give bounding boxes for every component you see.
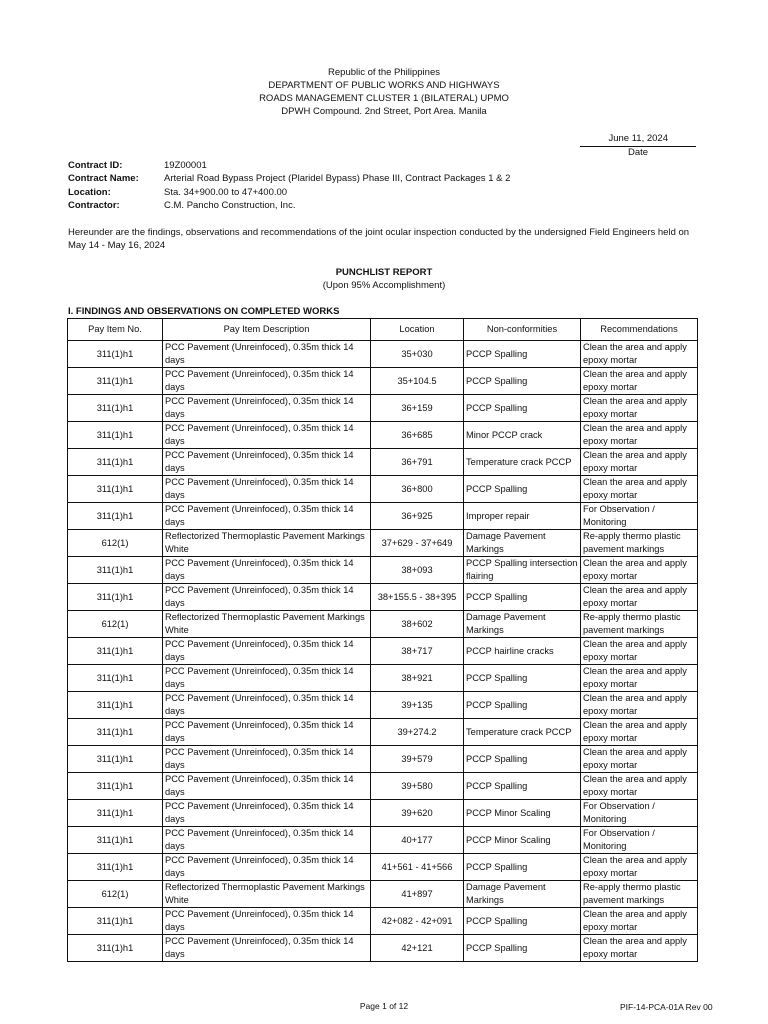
cell-location: 38+921 bbox=[371, 665, 464, 692]
cell-location: 41+561 - 41+566 bbox=[371, 854, 464, 881]
cell-description: PCC Pavement (Unreinfoced), 0.35m thick 14 days bbox=[163, 773, 371, 800]
cell-pay-item-no: 311(1)h1 bbox=[68, 503, 163, 530]
contract-info bbox=[68, 159, 510, 212]
cell-recommendation: For Observation / Monitoring bbox=[581, 827, 698, 854]
cell-pay-item-no: 311(1)h1 bbox=[68, 719, 163, 746]
cell-recommendation: Clean the area and apply epoxy mortar bbox=[581, 692, 698, 719]
cell-recommendation: Clean the area and apply epoxy mortar bbox=[581, 557, 698, 584]
cell-description: PCC Pavement (Unreinfoced), 0.35m thick 14 days bbox=[163, 368, 371, 395]
cell-description: PCC Pavement (Unreinfoced), 0.35m thick 14 days bbox=[163, 800, 371, 827]
cell-pay-item-no: 311(1)h1 bbox=[68, 422, 163, 449]
contractor-value: C.M. Pancho Construction, Inc. bbox=[164, 199, 296, 211]
cell-recommendation: Clean the area and apply epoxy mortar bbox=[581, 746, 698, 773]
cell-recommendation: Clean the area and apply epoxy mortar bbox=[581, 584, 698, 611]
cell-location: 41+897 bbox=[371, 881, 464, 908]
cell-non-conformity: Improper repair bbox=[464, 503, 581, 530]
contract-id-row bbox=[68, 159, 510, 172]
col-pay-item-no: Pay Item No. bbox=[68, 319, 163, 341]
cell-location: 38+155.5 - 38+395 bbox=[371, 584, 464, 611]
header-country: Republic of the Philippines bbox=[328, 67, 440, 78]
table-header bbox=[68, 319, 698, 341]
cell-non-conformity: PCCP Spalling bbox=[464, 692, 581, 719]
cell-non-conformity: PCCP Spalling bbox=[464, 341, 581, 368]
cell-pay-item-no: 311(1)h1 bbox=[68, 692, 163, 719]
cell-location: 39+620 bbox=[371, 800, 464, 827]
contract-name-label: Contract Name: bbox=[68, 173, 139, 185]
form-code: PIF-14-PCA-01A Rev 00 bbox=[620, 1002, 713, 1012]
cell-description: Reflectorized Thermoplastic Pavement Markings White bbox=[163, 881, 371, 908]
table-row bbox=[68, 584, 698, 611]
page-number: Page 1 of 12 bbox=[359, 1001, 409, 1011]
cell-location: 38+717 bbox=[371, 638, 464, 665]
table-row bbox=[68, 422, 698, 449]
cell-description: PCC Pavement (Unreinfoced), 0.35m thick 14 days bbox=[163, 476, 371, 503]
table-row bbox=[68, 692, 698, 719]
cell-recommendation: Clean the area and apply epoxy mortar bbox=[581, 854, 698, 881]
cell-recommendation: Clean the area and apply epoxy mortar bbox=[581, 773, 698, 800]
cell-non-conformity: PCCP Spalling bbox=[464, 773, 581, 800]
cell-location: 36+925 bbox=[371, 503, 464, 530]
cell-pay-item-no: 311(1)h1 bbox=[68, 935, 163, 962]
cell-pay-item-no: 311(1)h1 bbox=[68, 746, 163, 773]
cell-recommendation: For Observation / Monitoring bbox=[581, 503, 698, 530]
cell-description: PCC Pavement (Unreinfoced), 0.35m thick 14 days bbox=[163, 827, 371, 854]
table-row bbox=[68, 827, 698, 854]
cell-pay-item-no: 311(1)h1 bbox=[68, 584, 163, 611]
table-row bbox=[68, 854, 698, 881]
cell-recommendation: Clean the area and apply epoxy mortar bbox=[581, 665, 698, 692]
contract-name-value: Arterial Road Bypass Project (Plaridel Bypass) Phase III, Contract Packages 1 & 2 bbox=[164, 173, 511, 185]
cell-non-conformity: PCCP Spalling bbox=[464, 854, 581, 881]
cell-location: 39+579 bbox=[371, 746, 464, 773]
cell-non-conformity: PCCP Spalling bbox=[464, 665, 581, 692]
table-row bbox=[68, 881, 698, 908]
contractor-label: Contractor: bbox=[68, 199, 120, 211]
contract-name-row bbox=[68, 172, 510, 185]
cell-location: 35+104.5 bbox=[371, 368, 464, 395]
cell-description: PCC Pavement (Unreinfoced), 0.35m thick 14 days bbox=[163, 908, 371, 935]
cell-location: 36+159 bbox=[371, 395, 464, 422]
table-row bbox=[68, 638, 698, 665]
cell-non-conformity: Damage Pavement Markings bbox=[464, 611, 581, 638]
header-address: DPWH Compound. 2nd Street, Port Area. Manila bbox=[281, 106, 487, 117]
date-block bbox=[580, 133, 696, 159]
cell-non-conformity: PCCP Minor Scaling bbox=[464, 827, 581, 854]
cell-non-conformity: Damage Pavement Markings bbox=[464, 530, 581, 557]
cell-description: PCC Pavement (Unreinfoced), 0.35m thick 14 days bbox=[163, 557, 371, 584]
cell-non-conformity: PCCP Spalling bbox=[464, 746, 581, 773]
punchlist-table bbox=[67, 318, 698, 962]
table-row bbox=[68, 800, 698, 827]
cell-pay-item-no: 311(1)h1 bbox=[68, 449, 163, 476]
document-header bbox=[0, 66, 768, 118]
cell-location: 42+121 bbox=[371, 935, 464, 962]
cell-non-conformity: Temperature crack PCCP bbox=[464, 449, 581, 476]
cell-pay-item-no: 311(1)h1 bbox=[68, 341, 163, 368]
table-header-row bbox=[68, 319, 698, 341]
cell-description: PCC Pavement (Unreinfoced), 0.35m thick 14 days bbox=[163, 719, 371, 746]
cell-non-conformity: PCCP Spalling intersection flairing bbox=[464, 557, 581, 584]
table-row bbox=[68, 503, 698, 530]
cell-location: 38+093 bbox=[371, 557, 464, 584]
cell-pay-item-no: 612(1) bbox=[68, 881, 163, 908]
cell-description: PCC Pavement (Unreinfoced), 0.35m thick 14 days bbox=[163, 746, 371, 773]
cell-non-conformity: PCCP Minor Scaling bbox=[464, 800, 581, 827]
cell-recommendation: Re-apply thermo plastic pavement markings bbox=[581, 611, 698, 638]
cell-pay-item-no: 311(1)h1 bbox=[68, 368, 163, 395]
cell-description: PCC Pavement (Unreinfoced), 0.35m thick 14 days bbox=[163, 395, 371, 422]
cell-non-conformity: PCCP Spalling bbox=[464, 908, 581, 935]
header-department: DEPARTMENT OF PUBLIC WORKS AND HIGHWAYS bbox=[268, 80, 500, 91]
cell-recommendation: Clean the area and apply epoxy mortar bbox=[581, 935, 698, 962]
intro-paragraph: Hereunder are the findings, observations and recommendations of the joint ocular inspection conducted by the undersigned Field Engineers held on May 14 - May 16, 2024 bbox=[68, 227, 690, 251]
cell-recommendation: Clean the area and apply epoxy mortar bbox=[581, 638, 698, 665]
table-row bbox=[68, 557, 698, 584]
cell-non-conformity: PCCP Spalling bbox=[464, 584, 581, 611]
cell-location: 36+791 bbox=[371, 449, 464, 476]
location-value: Sta. 34+900.00 to 47+400.00 bbox=[164, 186, 288, 198]
contract-id-label: Contract ID: bbox=[68, 160, 123, 171]
cell-non-conformity: PCCP Spalling bbox=[464, 935, 581, 962]
cell-description: PCC Pavement (Unreinfoced), 0.35m thick 14 days bbox=[163, 422, 371, 449]
cell-non-conformity: PCCP Spalling bbox=[464, 476, 581, 503]
header-cluster: ROADS MANAGEMENT CLUSTER 1 (BILATERAL) UPMO bbox=[259, 93, 509, 104]
cell-recommendation: Clean the area and apply epoxy mortar bbox=[581, 341, 698, 368]
cell-location: 36+800 bbox=[371, 476, 464, 503]
cell-description: PCC Pavement (Unreinfoced), 0.35m thick 14 days bbox=[163, 854, 371, 881]
cell-description: PCC Pavement (Unreinfoced), 0.35m thick 14 days bbox=[163, 449, 371, 476]
cell-location: 42+082 - 42+091 bbox=[371, 908, 464, 935]
date-label: Date bbox=[627, 147, 649, 158]
cell-location: 39+274.2 bbox=[371, 719, 464, 746]
cell-pay-item-no: 311(1)h1 bbox=[68, 854, 163, 881]
cell-description: PCC Pavement (Unreinfoced), 0.35m thick 14 days bbox=[163, 935, 371, 962]
location-label: Location: bbox=[68, 186, 111, 198]
cell-location: 37+629 - 37+649 bbox=[371, 530, 464, 557]
cell-description: PCC Pavement (Unreinfoced), 0.35m thick 14 days bbox=[163, 341, 371, 368]
cell-pay-item-no: 311(1)h1 bbox=[68, 908, 163, 935]
table-row bbox=[68, 476, 698, 503]
cell-location: 35+030 bbox=[371, 341, 464, 368]
table-row bbox=[68, 665, 698, 692]
cell-non-conformity: Minor PCCP crack bbox=[464, 422, 581, 449]
location-row bbox=[68, 186, 510, 199]
date-value: June 11, 2024 bbox=[608, 133, 668, 144]
cell-recommendation: Clean the area and apply epoxy mortar bbox=[581, 368, 698, 395]
cell-non-conformity: PCCP hairline cracks bbox=[464, 638, 581, 665]
cell-recommendation: Clean the area and apply epoxy mortar bbox=[581, 719, 698, 746]
section-title: I. FINDINGS AND OBSERVATIONS ON COMPLETED WORKS bbox=[68, 306, 340, 317]
cell-recommendation: Re-apply thermo plastic pavement markings bbox=[581, 881, 698, 908]
cell-non-conformity: PCCP Spalling bbox=[464, 395, 581, 422]
cell-recommendation: Clean the area and apply epoxy mortar bbox=[581, 395, 698, 422]
table-row bbox=[68, 449, 698, 476]
report-subtitle: (Upon 95% Accomplishment) bbox=[322, 280, 446, 291]
table-body bbox=[68, 341, 698, 962]
col-recommendations: Recommendations bbox=[581, 319, 698, 341]
report-title: PUNCHLIST REPORT bbox=[335, 267, 433, 278]
cell-recommendation: Clean the area and apply epoxy mortar bbox=[581, 422, 698, 449]
table-row bbox=[68, 773, 698, 800]
cell-pay-item-no: 311(1)h1 bbox=[68, 800, 163, 827]
table-row bbox=[68, 746, 698, 773]
table-row bbox=[68, 530, 698, 557]
cell-description: PCC Pavement (Unreinfoced), 0.35m thick 14 days bbox=[163, 584, 371, 611]
cell-pay-item-no: 311(1)h1 bbox=[68, 395, 163, 422]
table-row bbox=[68, 908, 698, 935]
contractor-row bbox=[68, 199, 510, 212]
cell-description: PCC Pavement (Unreinfoced), 0.35m thick 14 days bbox=[163, 665, 371, 692]
cell-pay-item-no: 612(1) bbox=[68, 530, 163, 557]
cell-non-conformity: Temperature crack PCCP bbox=[464, 719, 581, 746]
cell-location: 39+135 bbox=[371, 692, 464, 719]
table-row bbox=[68, 719, 698, 746]
cell-description: PCC Pavement (Unreinfoced), 0.35m thick 14 days bbox=[163, 692, 371, 719]
cell-location: 39+580 bbox=[371, 773, 464, 800]
table-row bbox=[68, 368, 698, 395]
cell-recommendation: Clean the area and apply epoxy mortar bbox=[581, 908, 698, 935]
cell-recommendation: Re-apply thermo plastic pavement markings bbox=[581, 530, 698, 557]
cell-pay-item-no: 612(1) bbox=[68, 611, 163, 638]
col-pay-item-description: Pay Item Description bbox=[163, 319, 371, 341]
cell-recommendation: For Observation / Monitoring bbox=[581, 800, 698, 827]
table-row bbox=[68, 341, 698, 368]
contract-id-value: 19Z00001 bbox=[164, 160, 207, 171]
table-row bbox=[68, 611, 698, 638]
table-row bbox=[68, 395, 698, 422]
cell-pay-item-no: 311(1)h1 bbox=[68, 665, 163, 692]
cell-description: PCC Pavement (Unreinfoced), 0.35m thick 14 days bbox=[163, 638, 371, 665]
table-row bbox=[68, 935, 698, 962]
cell-pay-item-no: 311(1)h1 bbox=[68, 773, 163, 800]
col-non-conformities: Non-conformities bbox=[464, 319, 581, 341]
cell-location: 38+602 bbox=[371, 611, 464, 638]
cell-location: 40+177 bbox=[371, 827, 464, 854]
cell-description: Reflectorized Thermoplastic Pavement Markings White bbox=[163, 611, 371, 638]
cell-non-conformity: Damage Pavement Markings bbox=[464, 881, 581, 908]
cell-description: PCC Pavement (Unreinfoced), 0.35m thick 14 days bbox=[163, 503, 371, 530]
cell-description: Reflectorized Thermoplastic Pavement Markings White bbox=[163, 530, 371, 557]
cell-recommendation: Clean the area and apply epoxy mortar bbox=[581, 449, 698, 476]
col-location: Location bbox=[371, 319, 464, 341]
cell-recommendation: Clean the area and apply epoxy mortar bbox=[581, 476, 698, 503]
cell-location: 36+685 bbox=[371, 422, 464, 449]
cell-non-conformity: PCCP Spalling bbox=[464, 368, 581, 395]
cell-pay-item-no: 311(1)h1 bbox=[68, 557, 163, 584]
cell-pay-item-no: 311(1)h1 bbox=[68, 476, 163, 503]
cell-pay-item-no: 311(1)h1 bbox=[68, 638, 163, 665]
cell-pay-item-no: 311(1)h1 bbox=[68, 827, 163, 854]
